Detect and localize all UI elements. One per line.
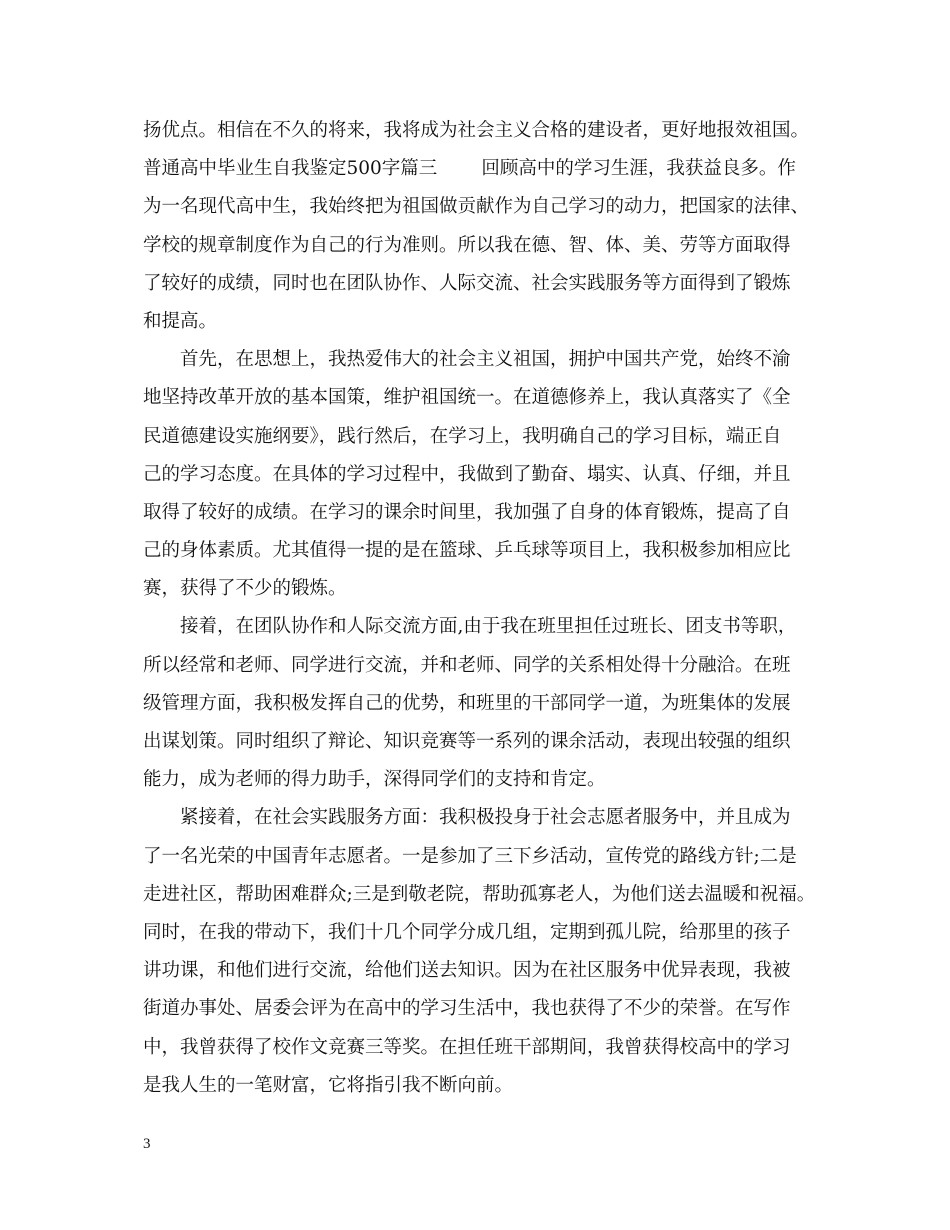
- text-line: 民道德建设实施纲要》，践行然后，在学习上，我明确自己的学习目标，端正自: [143, 425, 782, 447]
- text-line: 己的学习态度。在具体的学习过程中，我做到了勤奋、塌实、认真、仔细，并且: [143, 463, 791, 485]
- text-line: 同时，在我的带动下，我们十几个同学分成几组，定期到孤儿院，给那里的孩子: [143, 921, 791, 943]
- text-fragment: 回顾高中的学习生涯，我获益良多。作: [481, 158, 796, 180]
- text-line: 街道办事处、居委会评为在高中的学习生活中，我也获得了不少的荣誉。在写作: [143, 998, 791, 1020]
- text-line: 走进社区，帮助困难群众;三是到敬老院，帮助孤寡老人，为他们送去温暖和祝福。: [143, 883, 816, 905]
- text-line: 中，我曾获得了校作文竞赛三等奖。在担任班干部期间，我曾获得校高中的学习: [143, 1036, 791, 1058]
- text-line: 扬优点。相信在不久的将来，我将成为社会主义合格的建设者，更好地报效祖国。: [143, 120, 810, 141]
- text-line: 己的身体素质。尤其值得一提的是在篮球、乒乓球等项目上，我积极参加相应比: [143, 540, 791, 562]
- text-line: 能力，成为老师的得力助手，深得同学们的支持和肯定。: [143, 769, 606, 791]
- paragraph-start-line: 接着，在团队协作和人际交流方面,由于我在班里担任过班长、团支书等职，: [180, 616, 797, 638]
- text-line: [143, 150, 823, 188]
- text-line: 地坚持改革开放的基本国策，维护祖国统一。在道德修养上，我认真落实了《全: [143, 387, 791, 409]
- document-body: [143, 112, 823, 1105]
- text-line: 和提高。: [143, 310, 218, 332]
- text-line: 级管理方面，我积极发挥自己的优势，和班里的干部同学一道，为班集体的发展: [143, 692, 791, 714]
- text-line: 为一名现代高中生，我始终把为祖国做贡献作为自己学习的动力，把国家的法律、: [143, 196, 810, 218]
- text-line: 了一名光荣的中国青年志愿者。一是参加了三下乡活动，宣传党的路线方针;二是: [143, 845, 797, 867]
- text-line: 赛，获得了不少的锻炼。: [143, 578, 347, 600]
- page-number: 3: [143, 1136, 151, 1152]
- text-line: 学校的规章制度作为自己的行为准则。所以我在德、智、体、美、劳等方面取得: [143, 234, 791, 256]
- text-line: 出谋划策。同时组织了辩论、知识竞赛等一系列的课余活动，表现出较强的组织: [143, 731, 791, 752]
- paragraph-start-line: 紧接着，在社会实践服务方面：我积极投身于社会志愿者服务中，并且成为: [180, 807, 791, 829]
- text-line: 取得了较好的成绩。在学习的课余时间里，我加强了自身的体育锻炼，提高了自: [143, 501, 791, 523]
- text-line: 讲功课，和他们进行交流，给他们送去知识。因为在社区服务中优异表现，我被: [143, 960, 791, 982]
- paragraph-start-line: 首先，在思想上，我热爱伟大的社会主义祖国，拥护中国共产党，始终不渝: [180, 349, 791, 371]
- text-line: 所以经常和老师、同学进行交流，并和老师、同学的关系相处得十分融洽。在班: [143, 654, 791, 676]
- text-line: 是我人生的一笔财富，它将指引我不断向前。: [143, 1074, 514, 1096]
- section-heading: 普通高中毕业生自我鉴定500字篇三: [143, 158, 438, 180]
- text-line: 了较好的成绩，同时也在团队协作、人际交流、社会实践服务等方面得到了锻炼: [143, 272, 791, 294]
